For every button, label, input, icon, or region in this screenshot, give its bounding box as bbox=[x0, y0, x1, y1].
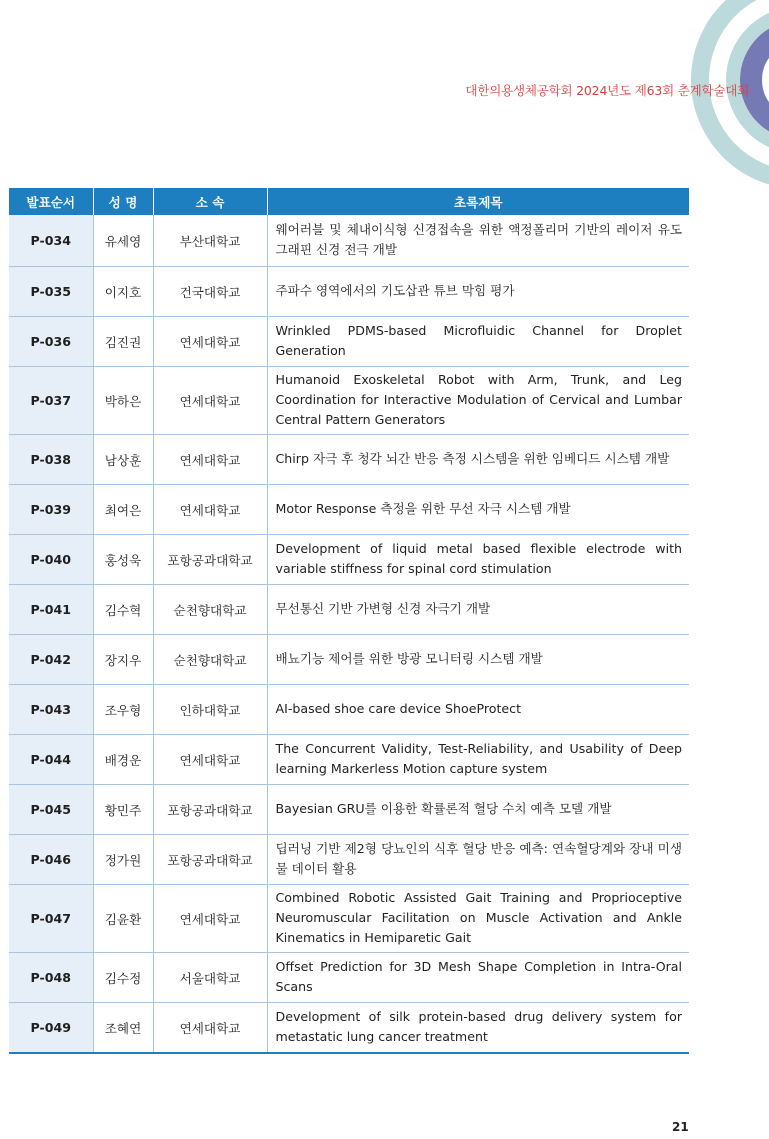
abstract-title: 무선통신 기반 가변형 신경 자극기 개발 bbox=[267, 584, 689, 634]
table-row bbox=[9, 584, 689, 634]
table-row bbox=[9, 734, 689, 784]
abstract-title: AI-based shoe care device ShoeProtect bbox=[267, 684, 689, 734]
abstract-title: Chirp 자극 후 청각 뇌간 반응 측정 시스템을 위한 임베디드 시스템 개발 bbox=[267, 434, 689, 484]
abstract-title: Offset Prediction for 3D Mesh Shape Completion in Intra-Oral Scans bbox=[267, 952, 689, 1002]
table-row bbox=[9, 266, 689, 316]
table-row bbox=[9, 834, 689, 884]
presenter-name: 조우형 bbox=[93, 684, 153, 734]
inner-ring bbox=[751, 31, 769, 129]
affiliation: 인하대학교 bbox=[153, 684, 267, 734]
abstract-title: Development of silk protein-based drug delivery system for metastatic lung cancer treatment bbox=[267, 1002, 689, 1053]
table-row bbox=[9, 884, 689, 952]
abstract-title: 웨어러블 및 체내이식형 신경접속을 위한 액정폴리머 기반의 레이저 유도 그래핀 신경 전극 개발 bbox=[267, 215, 689, 266]
presentation-table bbox=[9, 188, 689, 1054]
abstract-title: Humanoid Exoskeletal Robot with Arm, Trunk, and Leg Coordination for Interactive Modulation of Cervical and Lumbar Central Pattern Generators bbox=[267, 366, 689, 434]
presentation-number: P-040 bbox=[9, 534, 93, 584]
middle-ring bbox=[733, 13, 769, 147]
table-row bbox=[9, 952, 689, 1002]
column-header-order: 발표순서 bbox=[9, 188, 93, 215]
page-number: 21 bbox=[672, 1120, 689, 1134]
presenter-name: 조혜연 bbox=[93, 1002, 153, 1053]
presentation-number: P-036 bbox=[9, 316, 93, 366]
column-header-affiliation: 소 속 bbox=[153, 188, 267, 215]
affiliation: 연세대학교 bbox=[153, 884, 267, 952]
presenter-name: 홍성욱 bbox=[93, 534, 153, 584]
affiliation: 서울대학교 bbox=[153, 952, 267, 1002]
presenter-name: 유세영 bbox=[93, 215, 153, 266]
table-row bbox=[9, 215, 689, 266]
table-row bbox=[9, 684, 689, 734]
presenter-name: 정가원 bbox=[93, 834, 153, 884]
presenter-name: 배경운 bbox=[93, 734, 153, 784]
table-row bbox=[9, 366, 689, 434]
presenter-name: 김진권 bbox=[93, 316, 153, 366]
abstract-title: Development of liquid metal based flexible electrode with variable stiffness for spinal cord stimulation bbox=[267, 534, 689, 584]
presentation-number: P-049 bbox=[9, 1002, 93, 1053]
table-header-row bbox=[9, 188, 689, 215]
presentation-number: P-047 bbox=[9, 884, 93, 952]
presentation-number: P-042 bbox=[9, 634, 93, 684]
presenter-name: 장지우 bbox=[93, 634, 153, 684]
table-row bbox=[9, 784, 689, 834]
presentation-number: P-044 bbox=[9, 734, 93, 784]
affiliation: 연세대학교 bbox=[153, 484, 267, 534]
table-row bbox=[9, 1002, 689, 1053]
affiliation: 순천향대학교 bbox=[153, 634, 267, 684]
presentation-number: P-034 bbox=[9, 215, 93, 266]
affiliation: 순천향대학교 bbox=[153, 584, 267, 634]
presentation-number: P-038 bbox=[9, 434, 93, 484]
presentation-number: P-048 bbox=[9, 952, 93, 1002]
presentation-number: P-041 bbox=[9, 584, 93, 634]
table-row bbox=[9, 316, 689, 366]
affiliation: 포항공과대학교 bbox=[153, 784, 267, 834]
presenter-name: 김수정 bbox=[93, 952, 153, 1002]
abstract-title: 배뇨기능 제어를 위한 방광 모니터링 시스템 개발 bbox=[267, 634, 689, 684]
affiliation: 포항공과대학교 bbox=[153, 834, 267, 884]
affiliation: 연세대학교 bbox=[153, 316, 267, 366]
presenter-name: 황민주 bbox=[93, 784, 153, 834]
presenter-name: 최여은 bbox=[93, 484, 153, 534]
presenter-name: 남상훈 bbox=[93, 434, 153, 484]
affiliation: 건국대학교 bbox=[153, 266, 267, 316]
affiliation: 연세대학교 bbox=[153, 734, 267, 784]
presentation-number: P-035 bbox=[9, 266, 93, 316]
abstract-title: The Concurrent Validity, Test-Reliability, and Usability of Deep learning Markerless Motion capture system bbox=[267, 734, 689, 784]
affiliation: 부산대학교 bbox=[153, 215, 267, 266]
affiliation: 연세대학교 bbox=[153, 1002, 267, 1053]
presenter-name: 김윤환 bbox=[93, 884, 153, 952]
presentation-number: P-039 bbox=[9, 484, 93, 534]
presentation-number: P-043 bbox=[9, 684, 93, 734]
presenter-name: 김수혁 bbox=[93, 584, 153, 634]
abstract-title: 딥러닝 기반 제2형 당뇨인의 식후 혈당 반응 예측: 연속혈당계와 장내 미생물 데이터 활용 bbox=[267, 834, 689, 884]
column-header-name: 성 명 bbox=[93, 188, 153, 215]
presentation-number: P-045 bbox=[9, 784, 93, 834]
affiliation: 연세대학교 bbox=[153, 434, 267, 484]
affiliation: 포항공과대학교 bbox=[153, 534, 267, 584]
table-row bbox=[9, 484, 689, 534]
table-row bbox=[9, 534, 689, 584]
affiliation: 연세대학교 bbox=[153, 366, 267, 434]
abstract-title: 주파수 영역에서의 기도삽관 튜브 막힘 평가 bbox=[267, 266, 689, 316]
table-row bbox=[9, 634, 689, 684]
conference-header: 대한의용생체공학회 2024년도 제63회 춘계학술대회 bbox=[465, 83, 749, 98]
abstract-title: Wrinkled PDMS-based Microfluidic Channel for Droplet Generation bbox=[267, 316, 689, 366]
abstract-title: Bayesian GRU를 이용한 확률론적 혈당 수치 예측 모델 개발 bbox=[267, 784, 689, 834]
presentation-number: P-037 bbox=[9, 366, 93, 434]
presentation-number: P-046 bbox=[9, 834, 93, 884]
presenter-name: 박하은 bbox=[93, 366, 153, 434]
table-row bbox=[9, 434, 689, 484]
column-header-abstract-title: 초록제목 bbox=[267, 188, 689, 215]
presenter-name: 이지호 bbox=[93, 266, 153, 316]
abstract-title: Motor Response 측정을 위한 무선 자극 시스템 개발 bbox=[267, 484, 689, 534]
abstract-title: Combined Robotic Assisted Gait Training and Proprioceptive Neuromuscular Facilitation on Muscle Activation and Ankle Kinematics in Hemiparetic Gait bbox=[267, 884, 689, 952]
